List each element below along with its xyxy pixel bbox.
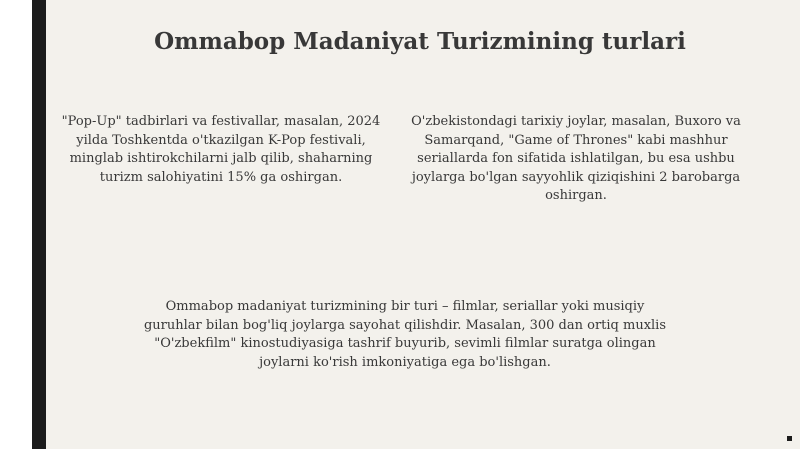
paragraph-historic-sites: O'zbekistondagi tarixiy joylar, masalan, Buxoro va Samarqand, "Game of Thrones" kabi mashhur seriallarda fon sifatida ishlatilgan, bu esa ushbu joylarga bo'lgan sayyohlik qiziqishini 2 barobarga oshirgan. (411, 114, 741, 203)
slide-title: Ommabop Madaniyat Turizmining turlari (154, 28, 686, 55)
left-accent-bar (32, 0, 46, 449)
paragraph-popup-events: "Pop-Up" tadbirlari va festivallar, masalan, 2024 yilda Toshkentda o'tkazilgan K-Pop festivali, minglab ishtirokchilarni jalb qilib, shaharning turizm salohiyatini 15% ga oshirgan. (61, 114, 381, 185)
corner-marker (787, 436, 792, 441)
left-margin-band (0, 0, 32, 449)
paragraph-film-tourism: Ommabop madaniyat turizmining bir turi – filmlar, seriallar yoki musiqiy guruhlar bilan bog'liq joylarga sayohat qilishdir. Masalan, 300 dan ortiq muxlis "O'zbekfilm" kinostudiyasiga tashrif buyurib, sevimli filmlar suratga olingan joylarni ko'rish imkoniyatiga ega bo'lishgan. (143, 299, 667, 370)
